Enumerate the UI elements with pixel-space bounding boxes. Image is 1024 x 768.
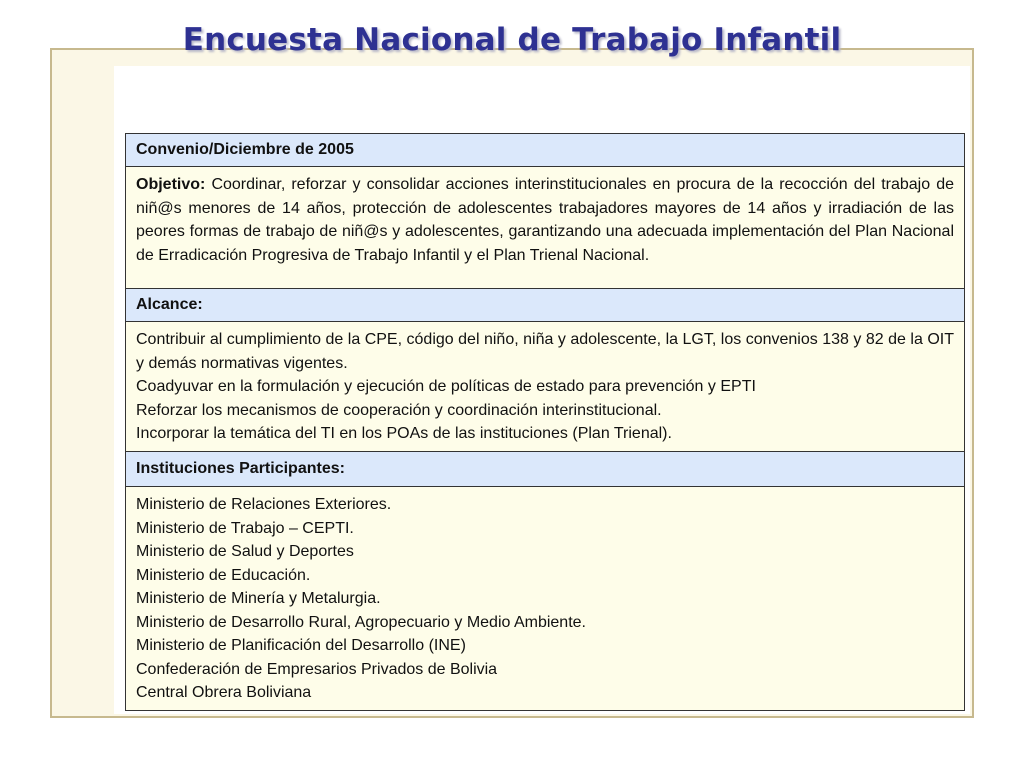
alcance-item: Contribuir al cumplimiento de la CPE, código del niño, niña y adolescente, la LGT, los convenios 138 y 82 de la OIT y demás normativas vigentes. [136, 331, 954, 372]
alcance-header: Alcance: [125, 288, 965, 322]
institucion-item: Ministerio de Trabajo – CEPTI. [136, 519, 354, 537]
objetivo-section [125, 166, 965, 289]
instituciones-list [125, 486, 965, 711]
institucion-item: Central Obrera Boliviana [136, 684, 312, 701]
institucion-item: Ministerio de Relaciones Exteriores. [136, 496, 392, 513]
alcance-list [125, 321, 965, 452]
institucion-item: Ministerio de Minería y Metalurgia. [136, 590, 381, 607]
alcance-item: Reforzar los mecanismos de cooperación y coordinación interinstitucional. [136, 401, 662, 419]
institucion-item: Ministerio de Desarrollo Rural, Agropecuario y Medio Ambiente. [136, 613, 586, 631]
institucion-item: Confederación de Empresarios Privados de Bolivia [136, 660, 498, 678]
institucion-item: Ministerio de Planificación del Desarrollo (INE) [136, 637, 466, 654]
alcance-item: Coadyuvar en la formulación y ejecución de políticas de estado para prevención y EPTI [136, 378, 756, 395]
objetivo-text: Coordinar, reforzar y consolidar acciones interinstitucionales en procura de la recocción del trabajo de niñ@s menores de 14 años, protección de adolescentes trabajadores mayores de 14 años y irradiación de las peores formas de trabajo de niñ@s y adolescentes, garantizando una adecuada implementación del Plan Nacional de Erradicación Progresiva de Trabajo Infantil y el Plan Trienal Nacional. [136, 176, 955, 264]
institucion-item: Ministerio de Educación. [136, 566, 311, 584]
slide-title: Encuesta Nacional de Trabajo Infantil [182, 22, 842, 58]
convenio-header: Convenio/Diciembre de 2005 [125, 133, 965, 167]
instituciones-header: Instituciones Participantes: [125, 451, 965, 487]
objetivo-label: Objetivo: [136, 176, 206, 193]
institucion-item: Ministerio de Salud y Deportes [136, 543, 354, 560]
alcance-item: Incorporar la temática del TI en los POAs de las instituciones (Plan Trienal). [136, 425, 672, 442]
